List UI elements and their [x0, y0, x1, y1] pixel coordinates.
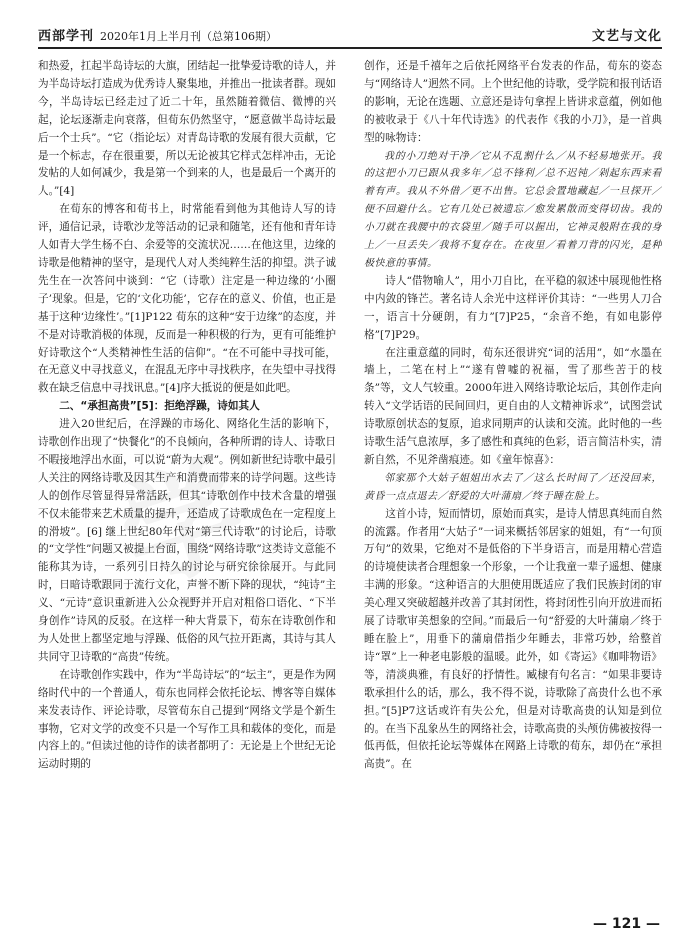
issue-info: 2020年1月上半月刊（总第106期）	[100, 30, 278, 43]
paragraph: 进入20世纪后，在浮躁的市场化、网络化生活的影响下，诗歌创作出现了“快餐化”的不良倾向，各种所谓的诗人、诗歌日不暇接地浮出水面，可以说“蔚为大观”。例如新世纪诗歌中最引人关注的网络诗歌及因其生产和消费而带来的诗学问题。这些诗人的创作尽管显得异常活跃，但其“诗歌创作中技术含量的增强不仅未能带来艺术质量的提升，还造成了诗歌成色在一定程度上的滑坡”。[6] 继上世纪80年代对“第三代诗歌”的讨论后，诗歌的“文学性”问题又被提上台面，围绕“网络诗歌”这类诗文意能不能称其为诗，一系列引日持久的讨论与研究徐徐展开。与此同时，日暗诗歌跟同于流行文化，声誉不断下降的现状，“纯诗”主义、“元诗”意识重新进入公众视野并开启对粗俗口语化、“下半身创作”诗风的反驳。在这样一种大背景下，荀东在诗歌创作和为人处世上都坚定地与浮躁、低俗的风气拉开距离，其诗与其人共同守卫诗歌的“高贵”传统。	[38, 418, 336, 663]
paragraph: 在荀东的博客和荀书上，时常能看到他为其他诗人写的诗评，通信记录，诗歌沙龙等活动的记录和随笔，还有他和青年诗人如青大学生杨不白、余爱等的交流状况……在他这里，边缘的诗歌是他精神的坚守，是现代人对人类纯粹生活的抑望。洪子诚先生在一次答问中谈到：“它（诗歌）注定是一种边缘的‘小圈子’现象。但是，它的‘文化功能’，它存在的意义、价值，也正是基于这种‘边缘性’。”[1]P122 荀东的这种“安于边缘”的态度，并不是对诗歌消极的体现，反而是一种积极的行为，更有可能维护好诗歌这个“人类精神性生活的信仰”。“在不可能中寻找可能，在无意义中寻找意义，在混乱无序中寻找秩序，在失望中寻找得救在缺乏信息中寻找讯息。”[4]序大抵说的便是如此吧。	[38, 203, 336, 395]
paragraph: 在注重意蕴的同时，荀东还很讲究“词的活用”，如“水墨在墙上，二笔在村上”“遂有曾嘘的祝福，雪了那些苦于的枝条”等，文人气较重。2000年进入网络诗歌论坛后，其创作走向转入“文学话语的民间回归，更自由的人文精神诉求”，试图尝试诗歌原创状态的复原，追求同期声的认读和交流。此时他的一些诗歌生活气息浓厚，多了感性和真纯的色彩，语言简洁朴实，清新自然，不见斧凿痕迹。如《童年惊喜》：	[364, 346, 662, 466]
header-left	[38, 25, 277, 44]
page-number: — 121 —	[593, 916, 660, 932]
page-header	[38, 22, 662, 49]
section-name: 文艺与文化	[591, 29, 662, 44]
section-heading: 二、“承担高贵”[5]：拒绝浮躁，诗如其人	[59, 400, 260, 413]
paragraph: 在诗歌创作实践中，作为“半岛诗坛”的“坛主”，更是作为网络时代中的一个普通人，荀东也同样会依托论坛、博客等自媒体来发表诗作、评论诗歌，尽管荀东自己提到“网络文学是个新生事物，它对文学的改变不只是一个写作工具和载体的变化，而是内容上的。”但读过他的诗作的读者都明了：无论是上个世纪无论运动时期的	[38, 668, 336, 771]
paragraph: 诗人“借物喻人”，用小刀自比，在平稳的叙述中展现他性格中内敛的锋芒。著名诗人余光中这样评价其诗：“一些男人刀合一，语言十分硬朗，有力”[7]P25，“余音不绝，有如电影停格”[7]P29。	[364, 274, 662, 341]
journal-name: 西部学刊	[38, 29, 95, 44]
paragraph: 和热爱，扛起半岛诗坛的大旗，团结起一批挚爱诗歌的诗人，并为半岛诗坛打造成为优秀诗人聚集地，并推出一批读者群。现如今，半岛诗坛已经走过了近二十年，虽然随着微信、微博的兴起，论坛逐渐走向衰落，但荀东仍然坚守，“愿意做半岛诗坛最后一个士兵”。“它（指论坛）对青岛诗歌的发展有很大贡献，它是一个标志，存在很重要，所以无论被其它样式怎样冲击，无论发帖的人如何减少，我是第一个到来的人，也是最后一个离开的人。”[4]	[38, 60, 336, 198]
right-column	[364, 58, 662, 900]
poem-block: 我的小刀绝对干净／它从不乱割什么／从不轻易地张开。我的这把小刀已跟从我多年／总不锋利／总不迟钝／剁起东西来看着有声。我从不外借／更不出售。它总会置地藏起／一旦探开／便不回避什么。它有几处已被遗忘／愈发累散而变得切齿。我的小刀就在我腰中的衣袋里／随手可以握出，它神灵般附在我的身上／一旦丢失／我将不复存在。在夜里／看着刀背的闪光，是种极快意的事情。	[364, 150, 662, 269]
left-column	[38, 58, 336, 900]
paragraph: 这首小诗，短而情切，原始而真实，是诗人情思真纯而自然的流露。作者用“大姑子”一词来概括邻居家的姐姐，有“一句顶万句”的效果，它绝对不是低俗的下半身语言，而是用精心营造的诗境使读者合理想象一个形象，一个让我童一辈子遥想、健康丰满的形象。“这种语言的大胆使用既适应了我们民族封闭的审美心理又突破超越并改善了其封闭性，将封闭性引向开放进而拓展了诗歌审美想象的空间。”而最后一句“舒爱的大叶蒲扇／终于睡在脸上”，用垂下的蒲扇借指少年睡去，非常巧妙，给整首诗“罩”上一种老电影般的温暖。此外，如《寄运》《咖啡物语》等，清淡典雅，有良好的抒情性。臧棣有句名言：“如果非要诗歌承担什么的话，那么，我不得不说，诗歌除了高贵什么也不承担。”[5]P7这话或许有失公允，但是对诗歌高贵的认知是到位的。在当下乱象丛生的网络社会，诗歌高贵的头颅仿佛被按得一低再低，但依托论坛等媒体在网路上诗歌的荀东，却仍在“承担高贵”。在	[364, 507, 662, 771]
paragraph: 创作，还是千禧年之后依托网络平台发表的作品，荀东的姿态与“网络诗人”迥然不同。上个世纪他的诗歌，受学院和报刊话语的影响，无论在选题、立意还是诗句拿捏上皆讲求意蕴，例如他的被收录于《八十年代诗选》的代表作《我的小刀》，是一首典型的咏物诗：	[364, 60, 662, 144]
poem-block: 邻家那个大姑子姐姐出水去了／这么长时间了／还没回来，黄昏一点点退去／舒爱的大叶蒲扇／终于睡在脸上。	[364, 472, 662, 502]
